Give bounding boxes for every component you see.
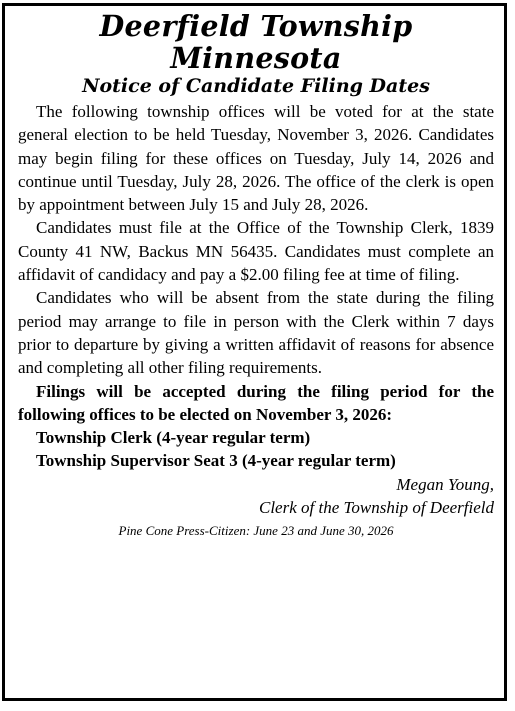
paragraph-absent-candidates: Candidates who will be absent from the state during the filing period may arrange to file in person with the Clerk within 7 days prior to departure by giving a written affidavit of reasons for absence and completing all other filing requirements. <box>18 288 494 378</box>
notice-subtitle: Notice of Candidate Filing Dates <box>82 75 430 97</box>
paragraph-filing-location: Candidates must file at the Office of the Township Clerk, 1839 County 41 NW, Backus MN 56435. Candidates must complete an affidavit of candidacy and pay a $2.00 filing fee at time of filing. <box>18 218 494 285</box>
legal-notice <box>2 3 507 701</box>
paragraph-election-offices: The following township offices will be voted for at the state general election to be held Tuesday, November 3, 2026. Candidates may begin filing for these offices on Tuesday, July 14, 2026 and continue until Tuesday, July 28, 2026. The office of the clerk is open by appointment between July 15 and July 28, 2026. <box>18 102 494 215</box>
signature-name: Megan Young, <box>396 474 494 494</box>
publication-footer: Pine Cone Press-Citizen: June 23 and June 30, 2026 <box>118 523 394 539</box>
office-township-supervisor: Township Supervisor Seat 3 (4-year regular term) <box>36 451 396 471</box>
signature-title: Clerk of the Township of Deerfield <box>258 498 494 518</box>
paragraph-filings-accepted: Filings will be accepted during the filing period for the following offices to be elected on November 3, 2026: <box>18 381 494 424</box>
notice-title-line-2: Minnesota <box>170 41 342 75</box>
notice-title-line-1: Deerfield Township <box>99 9 413 43</box>
office-township-clerk: Township Clerk (4-year regular term) <box>36 428 311 448</box>
